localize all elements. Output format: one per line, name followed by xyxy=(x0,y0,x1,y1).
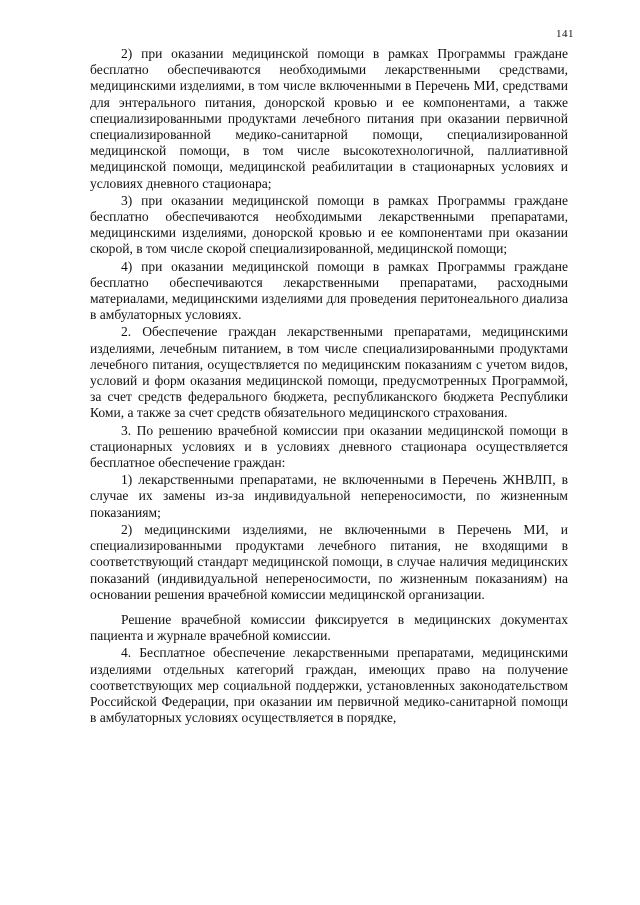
paragraph-subitem-2: 2) медицинскими изделиями, не включенными в Перечень МИ, и специализированными продуктами лечебного питания, не входящими в соответствующий стандарт медицинской помощи, в случае наличия медицинских показаний (индивидуальной непереносимости, по жизненным показаниям) на основании решения врачебной комиссии медицинской организации. xyxy=(90,521,568,602)
paragraph-item-3: 3) при оказании медицинской помощи в рамках Программы граждане бесплатно обеспечиваются необходимыми лекарственными препаратами, медицинскими изделиями, донорской кровью и ее компонентами при оказании скорой, в том числе скорой специализированной, медицинской помощи; xyxy=(90,192,568,257)
paragraph-section-4: 4. Бесплатное обеспечение лекарственными препаратами, медицинскими изделиями отдельных категорий граждан, имеющих право на получение соответствующих мер социальной поддержки, установленных законодательством Российской Федерации, при оказании им первичной медико-санитарной помощи в амбулаторных условиях осуществляется в порядке, xyxy=(90,645,568,726)
page-number: 141 xyxy=(556,28,574,40)
paragraph-section-2: 2. Обеспечение граждан лекарственными препаратами, медицинскими изделиями, лечебным питанием, в том числе специализированными продуктами лечебного питания, осуществляется по медицинским показаниям с учетом видов, условий и форм оказания медицинской помощи, предусмотренных Программой, за счет средств федерального бюджета, республиканского бюджета Республики Коми, а также за счет средств обязательного медицинского страхования. xyxy=(90,324,568,421)
paragraph-section-3: 3. По решению врачебной комиссии при оказании медицинской помощи в стационарных условиях и в условиях дневного стационара осуществляется бесплатное обеспечение граждан: xyxy=(90,422,568,471)
paragraph-item-4: 4) при оказании медицинской помощи в рамках Программы граждане бесплатно обеспечиваются лекарственными препаратами, расходными материалами, медицинскими изделиями для проведения перитонеального диализа в амбулаторных условиях. xyxy=(90,258,568,323)
paragraph-commission-decision: Решение врачебной комиссии фиксируется в медицинских документах пациента и журнале врачебной комиссии. xyxy=(90,611,568,644)
paragraph-subitem-1: 1) лекарственными препаратами, не включенными в Перечень ЖНВЛП, в случае их замены из-за индивидуальной непереносимости, по жизненным показаниям; xyxy=(90,472,568,520)
paragraph-item-2: 2) при оказании медицинской помощи в рамках Программы граждане бесплатно обеспечиваются необходимыми лекарственными средствами, медицинскими изделиями, в том числе включенными в Перечень МИ, средствами для энтерального питания, донорской кровью и ее компонентами, а также специализированными продуктами лечебного питания при оказании первичной специализированной медико-санитарной помощи, специализированной медицинской помощи, в том числе высокотехнологичной, паллиативной медицинской помощи, медицинской реабилитации в стационарных условиях и условиях дневного стационара; xyxy=(90,46,568,191)
document-body xyxy=(90,46,568,726)
